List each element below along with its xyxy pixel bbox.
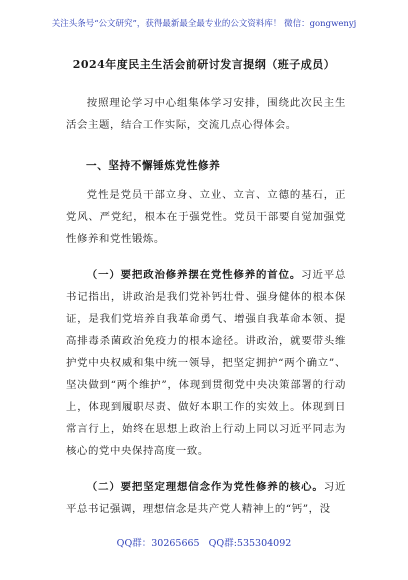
point2-paragraph (66, 476, 346, 520)
point2-body: 习近平总书记强调，理想信念是共产党人精神上的“钙”，没 (66, 481, 346, 515)
promo-banner: 关注头条号“公文研究”，获得最新最全最专业的公文资料库！ 微信：gongwenyj (51, 19, 357, 29)
section1-paragraph: 党性是党员干部立身、立业、立言、立德的基石，正党风、严党纪，根本在于强党性。党员干部要自觉加强党性修养和党性锻炼。 (66, 189, 346, 245)
point1-lead: （一）要把政治修养摆在党性修养的首位。 (86, 269, 302, 281)
point1-body: 习近平总书记指出，讲政治是我们党补钙壮骨、强身健体的根本保证，是我们党培养自我革命勇气、增强自我革命本领、提高排毒杀菌政治免疫力的根本途径。讲政治，就要带头维护党中央权威和集中统一领导，把坚定拥护“两个确立”、坚决做到“两个维护”，体现到贯彻党中央决策部署的行动上，体现到履职尽责、做好本职工作的实效上。体现到日常言行上，始终在思想上政治上行动上同以习近平同志为核心的党中央保持高度一致。 (66, 269, 346, 457)
footer-qq-group-2: QQ群:535304092 (208, 538, 292, 549)
footer-qq-group-1: QQ群：30265665 (116, 538, 200, 549)
point2-lead: （二）要把坚定理想信念作为党性修养的核心。 (86, 481, 324, 493)
point1-paragraph (66, 264, 346, 462)
document-title: 2024年度民主生活会前研讨发言提纲（班子成员） (72, 58, 336, 71)
intro-paragraph: 按照理论学习中心组集体学习安排，围绕此次民主生活会主题，结合工作实际，交流几点心得体会。 (66, 97, 346, 131)
footer-contact (0, 535, 408, 549)
section-heading-1: 一、坚持不懈锤炼党性修养 (86, 160, 221, 172)
